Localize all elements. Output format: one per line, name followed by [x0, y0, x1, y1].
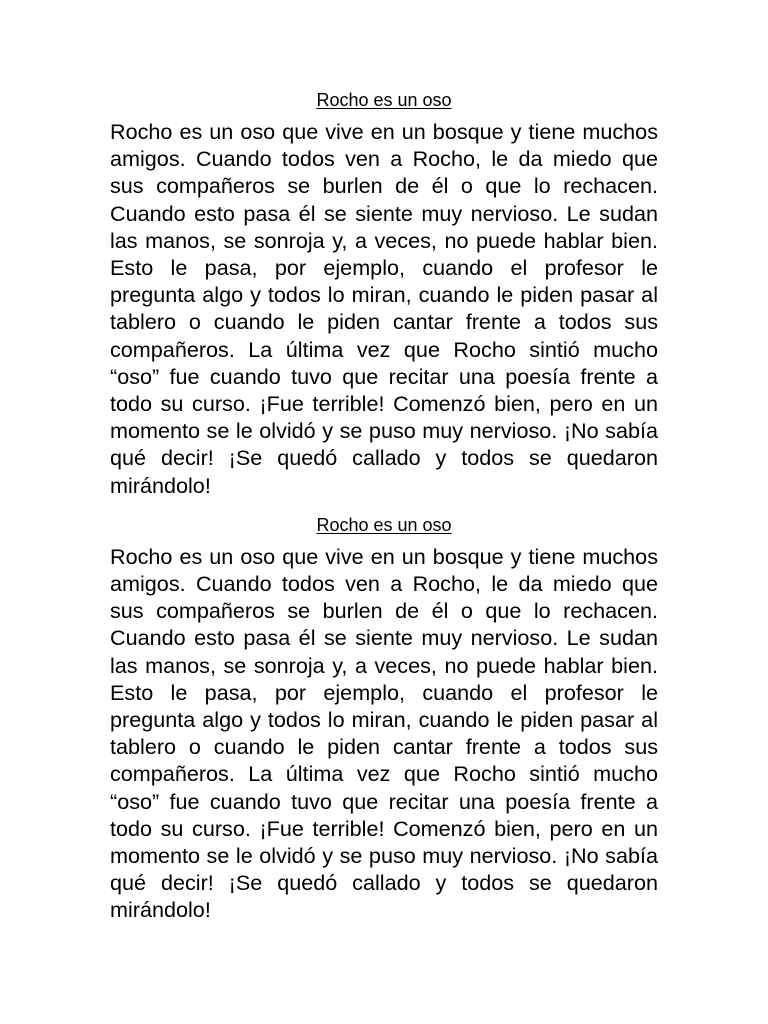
story-paragraph: Rocho es un oso que vive en un bosque y tiene muchos amigos. Cuando todos ven a Rocho, le da miedo que sus compañeros se burlen de él o que lo rechacen. Cuando esto pasa él se siente muy nervioso. Le sudan las manos, se sonroja y, a veces, no puede hablar bien. Esto le pasa, por ejemplo, cuando el profesor le pregunta algo y todos lo miran, cuando le piden pasar al tablero o cuando le piden cantar frente a todos sus compañeros. La última vez que Rocho sintió mucho “oso” fue cuando tuvo que recitar una poesía frente a todo su curso. ¡Fue terrible! Comenzó bien, pero en un momento se le olvidó y se puso muy nervioso. ¡No sabía qué decir! ¡Se quedó callado y todos se quedaron mirándolo! [110, 119, 658, 498]
story-section [110, 86, 658, 499]
story-title: Rocho es un oso [316, 90, 452, 110]
document-page [110, 86, 658, 924]
story-paragraph: Rocho es un oso que vive en un bosque y tiene muchos amigos. Cuando todos ven a Rocho, le da miedo que sus compañeros se burlen de él o que lo rechacen. Cuando esto pasa él se siente muy nervioso. Le sudan las manos, se sonroja y, a veces, no puede hablar bien. Esto le pasa, por ejemplo, cuando el profesor le pregunta algo y todos lo miran, cuando le piden pasar al tablero o cuando le piden cantar frente a todos sus compañeros. La última vez que Rocho sintió mucho “oso” fue cuando tuvo que recitar una poesía frente a todo su curso. ¡Fue terrible! Comenzó bien, pero en un momento se le olvidó y se puso muy nervioso. ¡No sabía qué decir! ¡Se quedó callado y todos se quedaron mirándolo! [110, 543, 658, 923]
story-title: Rocho es un oso [316, 514, 452, 535]
story-section [110, 511, 658, 924]
